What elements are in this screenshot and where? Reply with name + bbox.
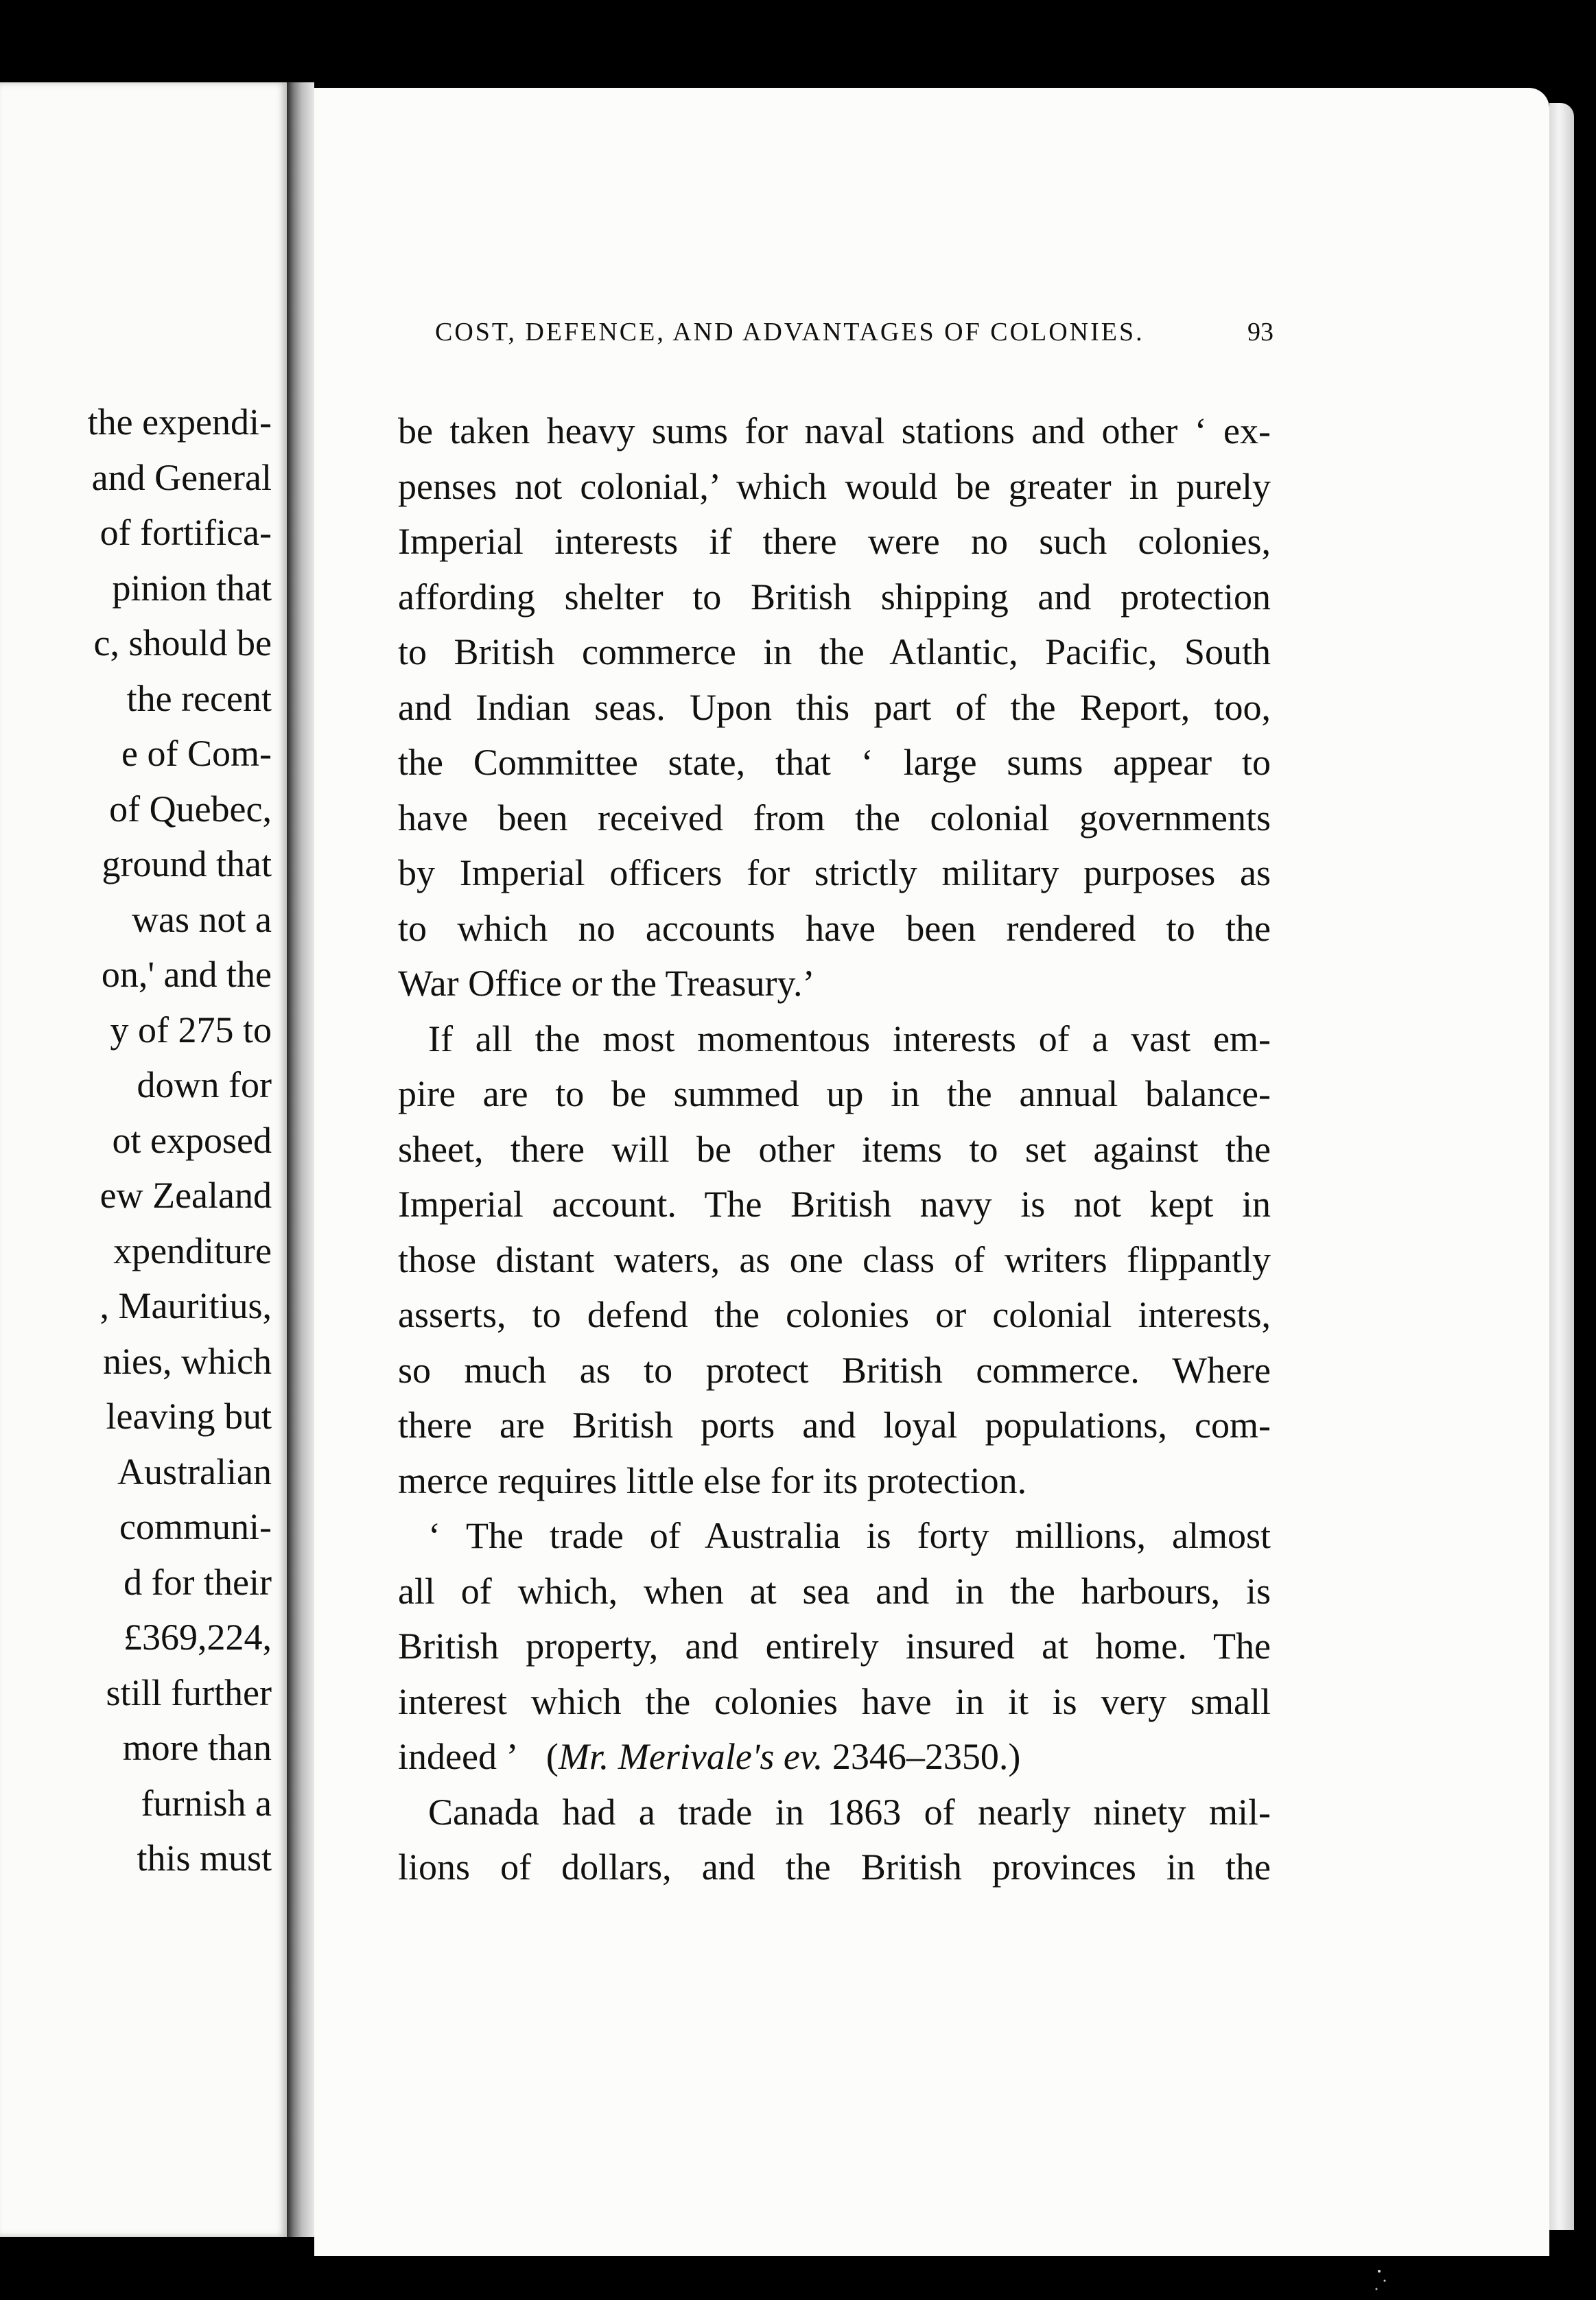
text-line: sheet, there will be other items to set against the bbox=[398, 1128, 1271, 1170]
text-line: pire are to be summed up in the annual balance- bbox=[398, 1073, 1271, 1114]
text-line: to British commerce in the Atlantic, Pacific, South bbox=[398, 631, 1271, 672]
citation-lead: indeed ’ bbox=[398, 1736, 519, 1777]
left-line: leaving but bbox=[106, 1396, 272, 1437]
left-line: pinion that bbox=[112, 567, 272, 609]
left-line: e of Com- bbox=[121, 733, 272, 774]
text-line: and Indian seas. Upon this part of the Report, too, bbox=[398, 686, 1271, 728]
text-line: there are British ports and loyal populations, com- bbox=[398, 1405, 1271, 1446]
left-line: this must bbox=[137, 1838, 272, 1879]
book-gutter bbox=[287, 82, 314, 2237]
left-line: of fortifica- bbox=[99, 512, 272, 553]
text-line: so much as to protect British commerce. Where bbox=[398, 1349, 1271, 1391]
left-line: nies, which bbox=[103, 1340, 272, 1382]
main-text bbox=[398, 403, 1271, 1895]
text-line: If all the most momentous interests of a vast em- bbox=[428, 1018, 1271, 1059]
text-line: asserts, to defend the colonies or colonial interests, bbox=[398, 1294, 1271, 1335]
left-line: d for their bbox=[124, 1561, 272, 1603]
text-line: Canada had a trade in 1863 of nearly ninety mil- bbox=[428, 1791, 1271, 1833]
text-line: those distant waters, as one class of writers flippantly bbox=[398, 1239, 1271, 1280]
left-line: xpenditure bbox=[113, 1230, 272, 1271]
text-line: be taken heavy sums for naval stations and other ‘ ex- bbox=[398, 410, 1271, 451]
text-line: lions of dollars, and the British provinces in the bbox=[398, 1846, 1271, 1888]
left-line: £369,224, bbox=[124, 1617, 272, 1658]
page-number: 93 bbox=[1247, 318, 1274, 347]
left-line: communi- bbox=[119, 1506, 272, 1547]
left-line: the recent bbox=[126, 677, 272, 719]
left-page bbox=[0, 82, 287, 2237]
left-line: more than bbox=[122, 1727, 272, 1768]
citation-open: ( bbox=[545, 1736, 559, 1777]
text-line: to which no accounts have been rendered to the bbox=[398, 907, 1271, 949]
citation-numbers: 2346–2350.) bbox=[832, 1736, 1021, 1777]
text-line: have been received from the colonial governments bbox=[398, 797, 1271, 838]
text-line: ‘ The trade of Australia is forty millions, almost bbox=[428, 1515, 1271, 1556]
left-line: furnish a bbox=[141, 1782, 272, 1824]
text-line: interest which the colonies have in it is very small bbox=[398, 1680, 1271, 1722]
text-line: British property, and entirely insured at home. The bbox=[398, 1626, 1271, 1667]
page-edge bbox=[1549, 103, 1574, 2230]
text-line: all of which, when at sea and in the harbours, is bbox=[398, 1570, 1271, 1612]
left-line: , Mauritius, bbox=[99, 1285, 272, 1326]
text-line: merce requires little else for its protection. bbox=[398, 1459, 1027, 1501]
left-page-text bbox=[0, 395, 272, 1886]
text-line: Imperial interests if there were no such colonies, bbox=[398, 521, 1271, 562]
text-line: Imperial account. The British navy is not kept in bbox=[398, 1184, 1271, 1225]
left-line: ground that bbox=[102, 843, 272, 884]
left-line: still further bbox=[106, 1671, 272, 1713]
left-line: down for bbox=[137, 1064, 272, 1105]
left-line: and General bbox=[91, 456, 272, 498]
left-line: on,' and the bbox=[101, 954, 272, 995]
citation-source: Mr. Merivale's ev. bbox=[558, 1736, 823, 1777]
left-line: was not a bbox=[132, 898, 272, 940]
left-line: the expendi- bbox=[87, 401, 272, 443]
scan-specks bbox=[1372, 2257, 1413, 2299]
left-line: ew Zealand bbox=[99, 1175, 272, 1216]
running-head: COST, DEFENCE, AND ADVANTAGES OF COLONIES. bbox=[435, 318, 1145, 347]
text-line: penses not colonial,’ which would be greater in purely bbox=[398, 465, 1271, 507]
left-line: c, should be bbox=[93, 622, 272, 664]
left-line: Australian bbox=[117, 1451, 272, 1492]
left-line: y of 275 to bbox=[110, 1009, 272, 1051]
text-line-citation bbox=[398, 1729, 1271, 1785]
text-line: affording shelter to British shipping and protection bbox=[398, 576, 1271, 618]
text-line: War Office or the Treasury.’ bbox=[398, 963, 815, 1004]
text-line: by Imperial officers for strictly military purposes as bbox=[398, 852, 1271, 893]
left-line: of Quebec, bbox=[109, 788, 272, 830]
text-line: the Committee state, that ‘ large sums appear to bbox=[398, 742, 1271, 783]
left-line: ot exposed bbox=[112, 1119, 272, 1161]
